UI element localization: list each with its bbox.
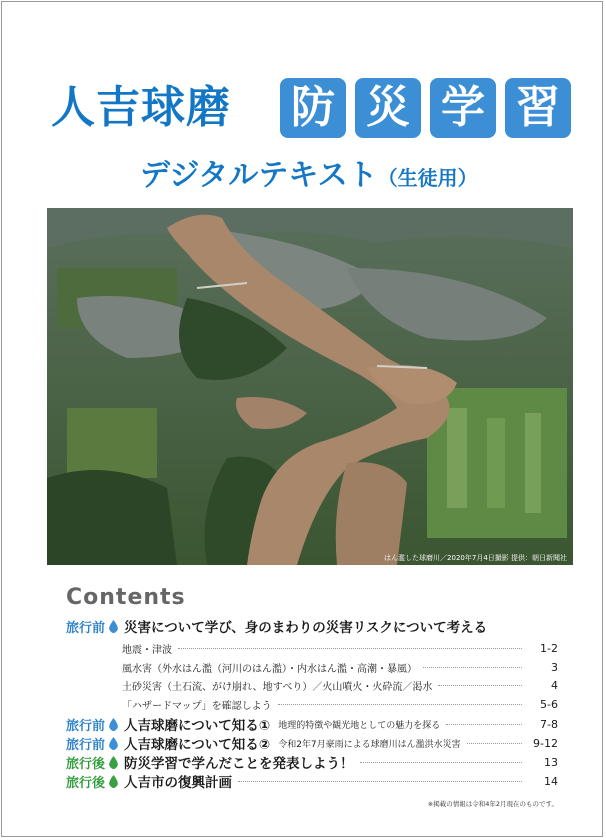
toc-page-number: 13 (544, 755, 558, 769)
leader-dots (238, 780, 522, 782)
toc-page-number: 9-12 (533, 736, 558, 750)
toc-page-number: 7-8 (540, 717, 558, 731)
contents-heading: Contents (66, 585, 186, 610)
toc-tag-before: 旅行前 (66, 718, 106, 734)
water-drop-icon (108, 737, 119, 750)
toc-title: 人吉球磨について知る② (124, 737, 271, 753)
aerial-photo-illustration (47, 208, 573, 565)
toc-page-number: 14 (544, 774, 558, 788)
toc-row (66, 715, 558, 733)
toc-title: 災害について学び、身のまわりの災害リスクについて考える (124, 620, 488, 636)
subtitle-paren: （生徒用） (377, 166, 478, 190)
toc-subitem (122, 640, 558, 656)
toc-subitem (122, 677, 558, 693)
leader-dots (423, 666, 522, 668)
toc-page-number: 4 (551, 678, 558, 692)
toc-subitem-text: 風水害（外水はん濫（河川のはん濫）・内水はん濫・高潮・暴風） (122, 663, 417, 675)
leader-dots (278, 703, 522, 705)
toc-subitem (122, 696, 558, 712)
subtitle-text: デジタルテキスト (140, 158, 378, 193)
toc-subtitle: 令和2年7月豪雨による球磨川はん濫洪水災害 (278, 739, 461, 750)
title-box-2: 災 (355, 78, 421, 138)
toc-title: 人吉球磨について知る① (124, 718, 271, 734)
toc-subitem-text: 土砂災害（土石流、がけ崩れ、地すべり）／火山噴火・火砕流／渇水 (122, 681, 433, 693)
water-drop-icon (108, 620, 119, 633)
title-box-1: 防 (280, 78, 346, 138)
toc-page-number: 3 (551, 660, 558, 674)
leader-dots (467, 742, 522, 744)
photo-caption: はん濫した球磨川／2020年7月4日撮影 提供：朝日新聞社 (384, 554, 567, 562)
toc-subitem-text: 「ハザードマップ」を確認しよう (122, 700, 272, 712)
title-box-3: 学 (430, 78, 496, 138)
water-drop-icon (108, 718, 119, 731)
water-drop-icon (108, 775, 119, 788)
toc-tag-after: 旅行後 (66, 775, 106, 791)
toc-page-number: 1-2 (540, 641, 558, 655)
leader-dots (438, 684, 522, 686)
title-box-4: 習 (505, 78, 571, 138)
toc-subitem (122, 659, 558, 675)
leader-dots (360, 761, 522, 763)
aerial-flood-photo (47, 208, 573, 565)
toc-row (66, 772, 558, 790)
page-title: 人吉球磨 (51, 82, 231, 133)
toc-title: 人吉市の復興計画 (124, 775, 233, 791)
leader-dots (178, 647, 522, 649)
toc-title: 防災学習で学んだことを発表しよう！ (124, 756, 354, 772)
footnote: ※掲載の情報は令和4年2月現在のものです。 (427, 800, 558, 808)
toc-subtitle: 地理的特徴や観光地としての魅力を探る (278, 720, 441, 731)
toc-tag-before: 旅行前 (66, 737, 106, 753)
toc-subitem-text: 地震・津波 (122, 644, 172, 656)
toc-tag-before: 旅行前 (66, 620, 106, 636)
toc-tag-after: 旅行後 (66, 756, 106, 772)
toc-page-number: 5-6 (540, 697, 558, 711)
leader-dots (446, 723, 522, 725)
water-drop-icon (108, 756, 119, 769)
subtitle (140, 150, 478, 194)
toc-row (66, 753, 558, 771)
toc-row (66, 734, 558, 752)
toc-row (66, 617, 558, 635)
